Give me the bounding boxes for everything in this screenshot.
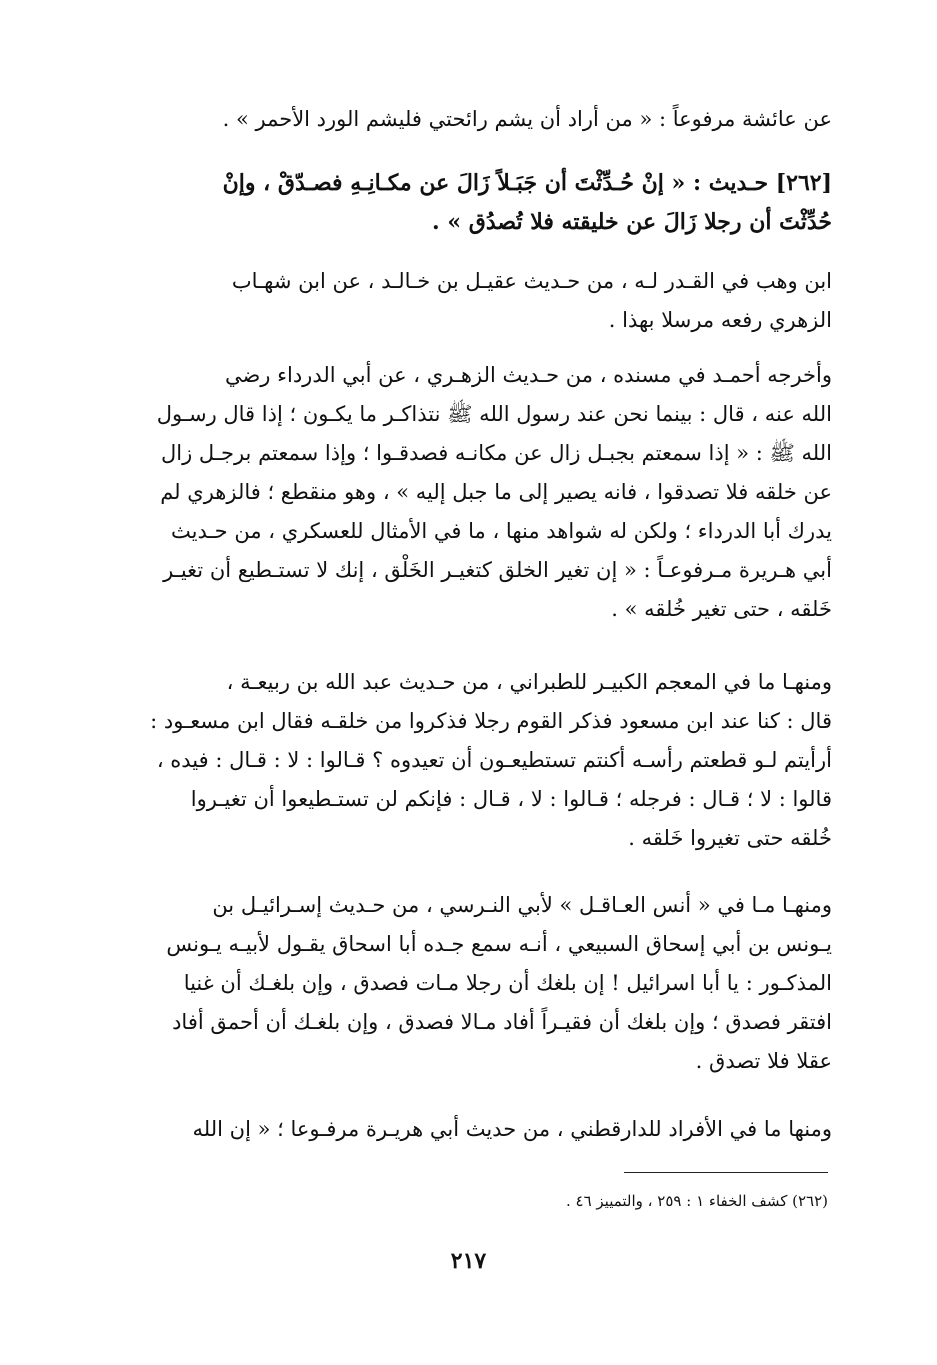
text-line: خُلقه حتى تغيروا خَلقه . [628,826,832,850]
footnote-divider [624,1172,828,1173]
text-line: وأخرجه أحمـد في مسنده ، من حـديث الزهـري ، عن أبي الدرداء رضي [224,363,832,387]
text-line: المذكـور : يا أبا اسرائيل ! إن بلغك أن رجلا مـات فصدق ، وإن بلغـك أن غنيا [183,971,832,995]
text-line: عن خلقه فلا تصدقوا ، فانه يصير إلى ما جبل إليه » ، وهو منقطع ؛ فالزهري لم [160,480,832,504]
text-line: الله ﷺ : « إذا سمعتم بجبـل زال عن مكانـه فصدقـوا ؛ وإذا سمعتم برجـل زال [161,441,832,465]
paragraph-aisha-narration [105,100,832,139]
text-line: أبي هـريرة مـرفوعـاً : « إن تغير الخلق كتغيـر الخَلْق ، إنك لا تستـطيع أن تغيـر [163,558,832,582]
text-line: ومنهـا مـا في « أنس العـاقـل » لأبي النـرسي ، من حـديث إسـرائيـل بن [212,893,832,917]
text-line: قالوا : لا ؛ قـال : فرجله ؛ قـالوا : لا ، قـال : فإنكم لن تستـطيعوا أن تغيـروا [190,787,832,811]
paragraph-ibn-wahb [105,262,832,340]
text-line: [٢٦٢] حـديث : « إنْ حُـدِّثْتَ أن جَبَـلاً زَالَ عن مكـانِـهِ فصـدّقْ ، وإنْ [222,170,832,196]
text-line: ومنهـا ما في المعجم الكبيـر للطبراني ، من حـديث عبد الله بن ربيعـة ، [226,670,832,694]
text-line: افتقر فصدق ؛ وإن بلغك أن فقيـراً أفاد مـالا فصدق ، وإن بلغـك أن أحمق أفاد [172,1010,832,1034]
paragraph-ahmad-musnad [105,356,832,629]
footnote: (٢٦٢) كشف الخفاء ١ : ٢٥٩ ، والتمييز ٤٦ . [565,1192,828,1210]
text-line: أرأيتم لـو قطعتم رأسـه أكنتم تستطيعـون أن تعيدوه ؟ قـالوا : لا : قـال : فيده ، [156,748,832,772]
page-number: ٢١٧ [450,1248,487,1274]
text-line: الله عنه ، قال : بينما نحن عند رسول الله ﷺ نتذاكـر ما يكـون ؛ إذا قال رسـول [156,402,832,426]
text-line: يـونس بن أبي إسحاق السبيعي ، أنـه سمع جـده أبا اسحاق يقـول لأبيـه يـونس [166,932,832,956]
text-line: حُدِّثْتَ أن رجلا زَالَ عن خليقته فلا تُصدُق » . [432,209,832,235]
paragraph-daraqutni [105,1110,832,1149]
text-line: يدرك أبا الدرداء ؛ ولكن له شواهد منها ، ما في الأمثال للعسكري ، من حـديث [171,519,832,543]
text-line: الزهري رفعه مرسلا بهذا . [608,308,832,332]
text-line: قال : كنا عند ابن مسعود فذكر القوم رجلا فذكروا من خلقـه فقال ابن مسعـود : [150,709,832,733]
text-line: خَلقه ، حتى تغير خُلقه » . [611,597,832,621]
hadith-262-heading [105,164,832,242]
paragraph-uns-al-aqil [105,886,832,1081]
text-line: عقلا فلا تصدق . [695,1049,832,1073]
text-line: ومنها ما في الأفراد للدارقطني ، من حديث أبي هريـرة مرفـوعا ؛ « إن الله [192,1117,832,1141]
paragraph-tabarani [105,663,832,858]
text-line: عن عائشة مرفوعاً : « من أراد أن يشم رائحتي فليشم الورد الأحمر » . [222,107,832,131]
text-line: ابن وهب في القـدر لـه ، من حـديث عقيـل بن خـالـد ، عن ابن شهـاب [231,269,832,293]
